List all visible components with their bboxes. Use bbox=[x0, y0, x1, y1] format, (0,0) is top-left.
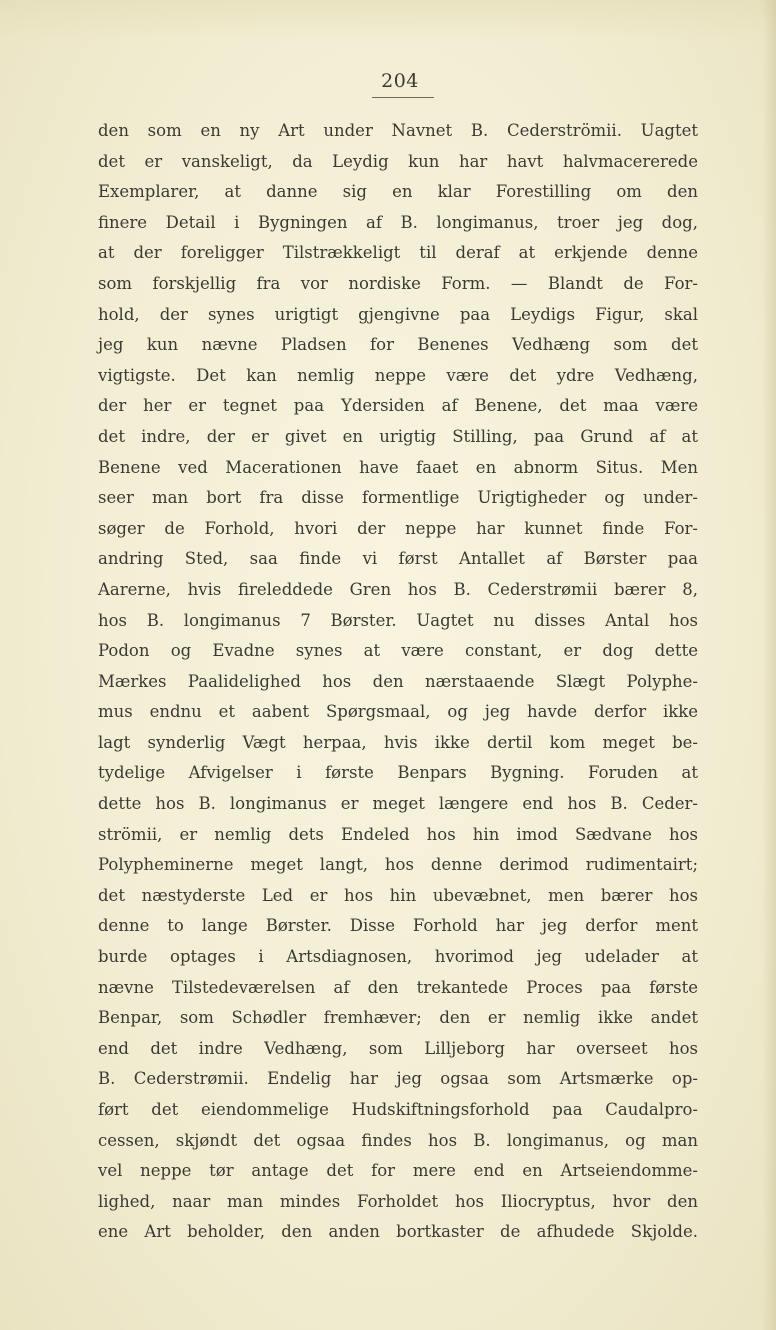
text-line: Benpar, som Schødler fremhæver; den er nemlig ikke andet bbox=[98, 1008, 698, 1028]
page-right-shading bbox=[762, 0, 776, 1330]
text-line: cessen, skjøndt det ogsaa findes hos B. longimanus, og man bbox=[98, 1130, 698, 1150]
text-line: at der foreligger Tilstrækkeligt til deraf at erkjende denne bbox=[98, 243, 698, 263]
text-line: mus endnu et aabent Spørgsmaal, og jeg havde derfor ikke bbox=[98, 702, 698, 722]
text-line: Polypheminerne meget langt, hos denne derimod rudimentairt; bbox=[98, 855, 698, 875]
text-line: det næstyderste Led er hos hin ubevæbnet, men bærer hos bbox=[98, 885, 698, 905]
text-line: tydelige Afvigelser i første Benpars Bygning. Foruden at bbox=[98, 763, 698, 783]
text-line: seer man bort fra disse formentlige Urigtigheder og under- bbox=[98, 488, 698, 508]
text-line: Aarerne, hvis fireleddede Gren hos B. Cederstrømii bærer 8, bbox=[98, 579, 698, 599]
text-line: Podon og Evadne synes at være constant, er dog dette bbox=[98, 641, 698, 661]
text-line: Exemplarer, at danne sig en klar Forestilling om den bbox=[98, 182, 698, 202]
text-line: ført det eiendommelige Hudskiftningsforhold paa Caudalpro- bbox=[98, 1100, 698, 1119]
text-line: der her er tegnet paa Ydersiden af Benene, det maa være bbox=[98, 396, 698, 416]
text-line: Benene ved Macerationen have faaet en abnorm Situs. Men bbox=[98, 457, 698, 477]
text-line: B. Cederstrømii. Endelig har jeg ogsaa som Artsmærke op- bbox=[98, 1069, 698, 1089]
text-line: som forskjellig fra vor nordiske Form. — Blandt de For- bbox=[98, 273, 698, 293]
text-line: Mærkes Paalidelighed hos den nærstaaende Slægt Polyphe- bbox=[98, 671, 698, 691]
text-line: det indre, der er givet en urigtig Stilling, paa Grund af at bbox=[98, 426, 698, 446]
body-text bbox=[98, 116, 698, 1248]
text-line: vel neppe tør antage det for mere end en Artseiendomme- bbox=[98, 1161, 698, 1181]
text-line: finere Detail i Bygningen af B. longimanus, troer jeg dog, bbox=[98, 212, 698, 232]
page-number-underline bbox=[372, 97, 434, 98]
text-line-last: ene Art beholder, den anden bortkaster de afhudede Skjolde. bbox=[98, 1222, 698, 1242]
text-line: denne to lange Børster. Disse Forhold har jeg derfor ment bbox=[98, 916, 698, 936]
text-line: dette hos B. longimanus er meget længere end hos B. Ceder- bbox=[98, 794, 698, 814]
text-line: lagt synderlig Vægt herpaa, hvis ikke dertil kom meget be- bbox=[98, 732, 698, 752]
page-top-shading bbox=[0, 0, 776, 40]
text-line: vigtigste. Det kan nemlig neppe være det ydre Vedhæng, bbox=[98, 365, 698, 385]
text-line: nævne Tilstedeværelsen af den trekantede Proces paa første bbox=[98, 977, 698, 997]
text-line: strömii, er nemlig dets Endeled hos hin imod Sædvane hos bbox=[98, 824, 698, 844]
text-line: hos B. longimanus 7 Børster. Uagtet nu disses Antal hos bbox=[98, 610, 698, 630]
text-line: den som en ny Art under Navnet B. Cederströmii. Uagtet bbox=[98, 121, 698, 140]
text-line: burde optages i Artsdiagnosen, hvorimod jeg udelader at bbox=[98, 947, 698, 967]
text-line: det er vanskeligt, da Leydig kun har havt halvmacererede bbox=[98, 151, 698, 171]
page-number: 204 bbox=[381, 70, 419, 92]
text-line: andring Sted, saa finde vi først Antallet af Børster paa bbox=[98, 549, 698, 569]
text-line: hold, der synes urigtigt gjengivne paa Leydigs Figur, skal bbox=[98, 304, 698, 324]
text-line: lighed, naar man mindes Forholdet hos Iliocryptus, hvor den bbox=[98, 1191, 698, 1211]
text-line: søger de Forhold, hvori der neppe har kunnet finde For- bbox=[98, 518, 698, 538]
text-line: end det indre Vedhæng, som Lilljeborg har overseet hos bbox=[98, 1038, 698, 1058]
text-line: jeg kun nævne Pladsen for Benenes Vedhæng som det bbox=[98, 335, 698, 355]
